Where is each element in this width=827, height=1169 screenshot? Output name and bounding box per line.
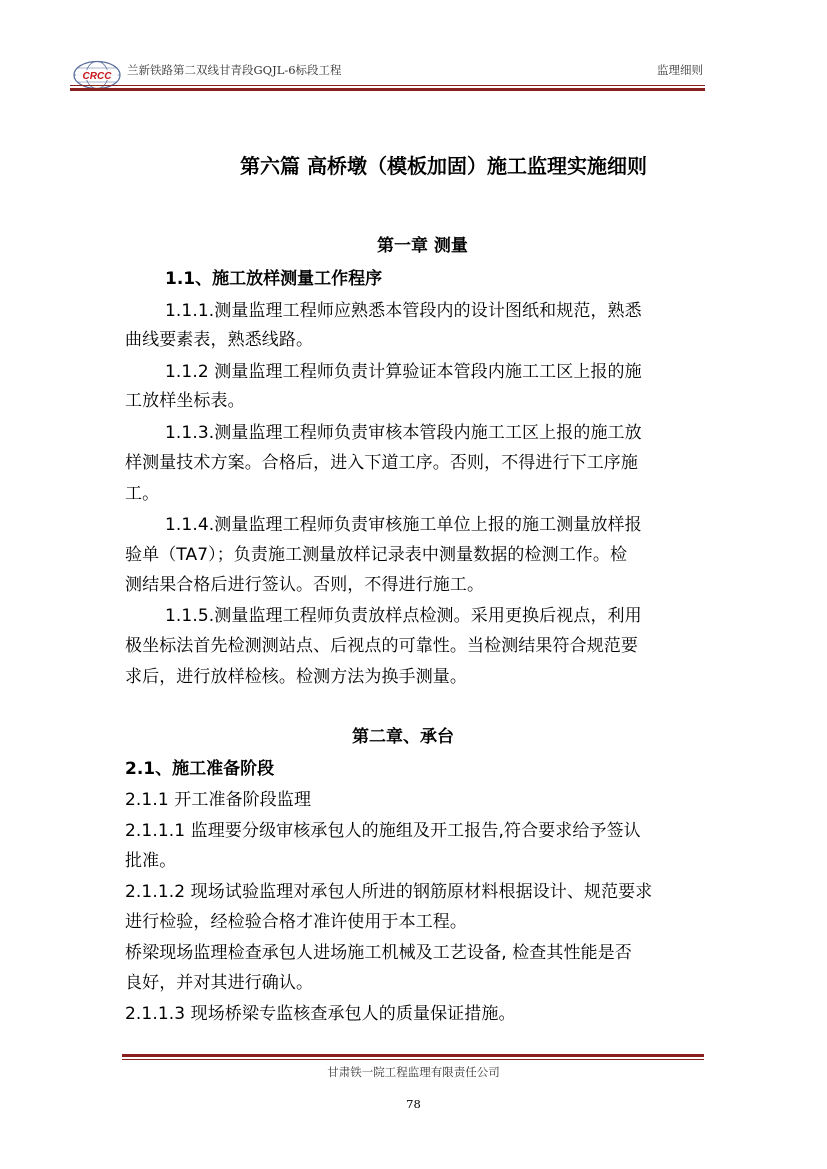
header-doc-type: 监理细则 [657,63,703,77]
paragraph-line: 1.1.2 测量监理工程师负责计算验证本管段内施工工区上报的施 [165,362,642,382]
paragraph-line: 1.1.3.测量监理工程师负责审核本管段内施工工区上报的施工放 [165,423,642,443]
header-rule [70,85,705,86]
paragraph-line: 样测量技术方案。合格后，进入下道工序。否则，不得进行下工序施 [125,453,638,473]
paragraph-line: 1.1.5.测量监理工程师负责放样点检测。采用更换后视点，利用 [165,606,642,626]
paragraph-line: 1.1.4.测量监理工程师负责审核施工单位上报的施工测量放样报 [165,515,642,535]
page-header [70,52,705,92]
section-1-1-heading: 1.1、施工放样测量工作程序 [165,269,383,289]
paragraph-line: 桥梁现场监理检查承包人进场施工机械及工艺设备, 检查其性能是否 [125,943,632,963]
chapter-2-title: 第二章、承台 [352,727,454,747]
chapter-1-title: 第一章 测量 [377,236,468,256]
paragraph-line: 工。 [125,484,160,504]
paragraph-line: 2.1.1.1 监理要分级审核承包人的施组及开工报告,符合要求给予签认 [125,821,641,841]
footer-rule [122,1059,704,1060]
paragraph-line: 验单（TA7）；负责施工测量放样记录表中测量数据的检测工作。检 [125,545,628,565]
page-number: 78 [406,1097,421,1111]
part-title: 第六篇 高桥墩（模板加固）施工监理实施细则 [240,154,647,178]
paragraph-line: 测结果合格后进行签认。否则，不得进行施工。 [125,575,485,595]
header-rule-thick [70,88,705,91]
footer-company: 甘肃铁一院工程监理有限责任公司 [327,1065,500,1079]
paragraph-line: 2.1.1.2 现场试验监理对承包人所进的钢筋原材料根据设计、规范要求 [125,882,653,902]
paragraph-line: 极坐标法首先检测测站点、后视点的可靠性。当检测结果符合规范要 [125,636,638,656]
paragraph-line: 求后，进行放样检核。检测方法为换手测量。 [125,667,467,687]
paragraph-line: 进行检验，经检验合格才准许使用于本工程。 [125,912,467,932]
paragraph-line: 2.1.1 开工准备阶段监理 [125,790,312,810]
paragraph-line: 2.1.1.3 现场桥梁专监核查承包人的质量保证措施。 [125,1004,516,1024]
footer-rule-thick [122,1054,704,1057]
section-2-1-heading: 2.1、施工准备阶段 [125,759,275,779]
paragraph-line: 工放样坐标表。 [125,391,245,411]
header-project-name: 兰新铁路第二双线甘青段GQJL-6标段工程 [127,63,342,77]
svg-text:CRCC: CRCC [82,71,112,82]
paragraph-line: 1.1.1.测量监理工程师应熟悉本管段内的设计图纸和规范，熟悉 [165,301,642,321]
paragraph-line: 批准。 [125,851,177,871]
paragraph-line: 曲线要素表，熟悉线路。 [125,330,314,350]
paragraph-line: 良好，并对其进行确认。 [125,973,314,993]
